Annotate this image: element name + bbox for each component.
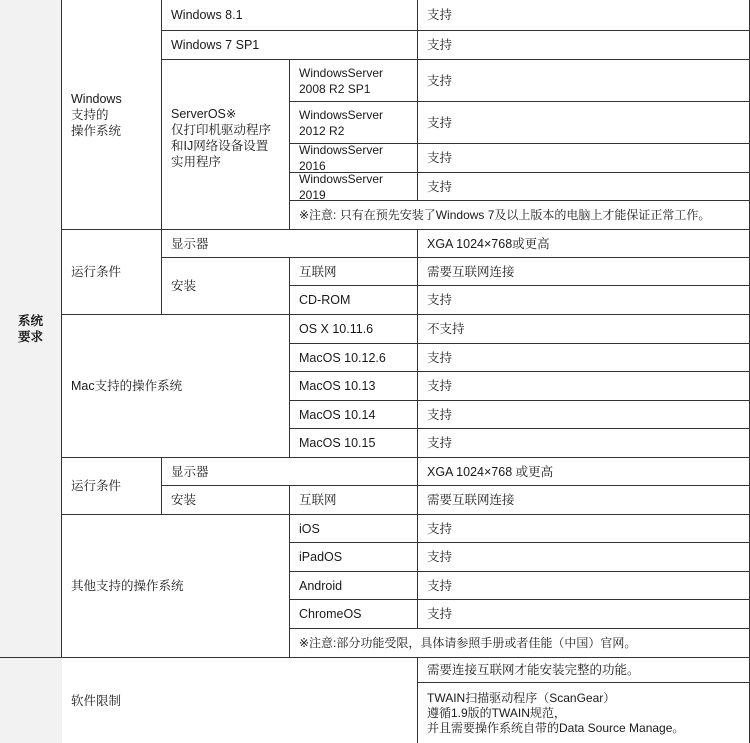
other-os-row-support: 支持	[418, 600, 750, 629]
mac-os-row-label: MacOS 10.12.6	[290, 344, 418, 372]
software-restriction-twain: TWAIN扫描驱动程序（ScanGear） 遵循1.9版的TWAIN规范， 并且需要操作系统自带的Data Source Manage。	[418, 683, 750, 743]
mac-internet-value: 需要互联网连接	[418, 486, 750, 515]
mac-display-label: 显示器	[162, 458, 418, 486]
section-label-system-requirements: 系统 要求	[0, 0, 62, 658]
other-os-row-support: 支持	[418, 572, 750, 600]
mac-run-conditions-label: 运行条件	[62, 458, 162, 515]
other-os-row-label: Android	[290, 572, 418, 600]
other-os-label: 其他支持的操作系统	[62, 515, 290, 658]
section-label-spacer	[0, 658, 62, 743]
mac-install-label: 安装	[162, 486, 290, 515]
other-os-row-label: iPadOS	[290, 543, 418, 572]
mac-os-row-label: MacOS 10.14	[290, 401, 418, 429]
windows-internet-value: 需要互联网连接	[418, 258, 750, 286]
windows-server-2016-support: 支持	[418, 144, 750, 173]
windows-run-conditions-label: 运行条件	[62, 230, 162, 315]
windows-server-2016-label: WindowsServer 2016	[290, 144, 418, 173]
windows-8-1-support: 支持	[418, 0, 750, 31]
software-restriction-internet: 需要连接互联网才能安装完整的功能。	[418, 658, 750, 683]
mac-os-row-label: OS X 10.11.6	[290, 315, 418, 344]
windows-server-2019-label: WindowsServer 2019	[290, 173, 418, 201]
mac-os-row-support: 支持	[418, 429, 750, 458]
windows-server-2008-support: 支持	[418, 60, 750, 102]
mac-os-row-label: MacOS 10.13	[290, 372, 418, 401]
mac-display-value: XGA 1024×768 或更高	[418, 458, 750, 486]
windows-7-sp1-support: 支持	[418, 31, 750, 60]
mac-os-label: Mac支持的操作系统	[62, 315, 290, 458]
other-os-row-support: 支持	[418, 543, 750, 572]
windows-server-2019-support: 支持	[418, 173, 750, 201]
windows-cdrom-value: 支持	[418, 286, 750, 315]
other-os-note: ※注意:部分功能受限，具体请参照手册或者佳能（中国）官网。	[290, 629, 750, 658]
windows-display-value: XGA 1024×768或更高	[418, 230, 750, 258]
windows-display-label: 显示器	[162, 230, 418, 258]
windows-os-group-label: Windows 支持的 操作系统	[62, 0, 162, 230]
windows-server-2012-label: WindowsServer 2012 R2	[290, 102, 418, 144]
mac-os-row-label: MacOS 10.15	[290, 429, 418, 458]
windows-install-label: 安装	[162, 258, 290, 315]
mac-os-row-support: 支持	[418, 401, 750, 429]
other-os-row-label: ChromeOS	[290, 600, 418, 629]
mac-os-row-support: 支持	[418, 372, 750, 401]
windows-internet-label: 互联网	[290, 258, 418, 286]
windows-server-2008-label: WindowsServer 2008 R2 SP1	[290, 60, 418, 102]
other-os-row-label: iOS	[290, 515, 418, 543]
software-restrictions-label: 软件限制	[62, 658, 418, 743]
mac-internet-label: 互联网	[290, 486, 418, 515]
windows-server-2012-support: 支持	[418, 102, 750, 144]
windows-8-1-label: Windows 8.1	[162, 0, 418, 31]
server-os-label: ServerOS※ 仅打印机驱动程序 和IJ网络设备设置 实用程序	[162, 60, 290, 230]
mac-os-row-support: 不支持	[418, 315, 750, 344]
mac-os-row-support: 支持	[418, 344, 750, 372]
server-os-note: ※注意: 只有在预先安装了Windows 7及以上版本的电脑上才能保证正常工作。	[290, 201, 750, 230]
windows-cdrom-label: CD-ROM	[290, 286, 418, 315]
other-os-row-support: 支持	[418, 515, 750, 543]
windows-7-sp1-label: Windows 7 SP1	[162, 31, 418, 60]
